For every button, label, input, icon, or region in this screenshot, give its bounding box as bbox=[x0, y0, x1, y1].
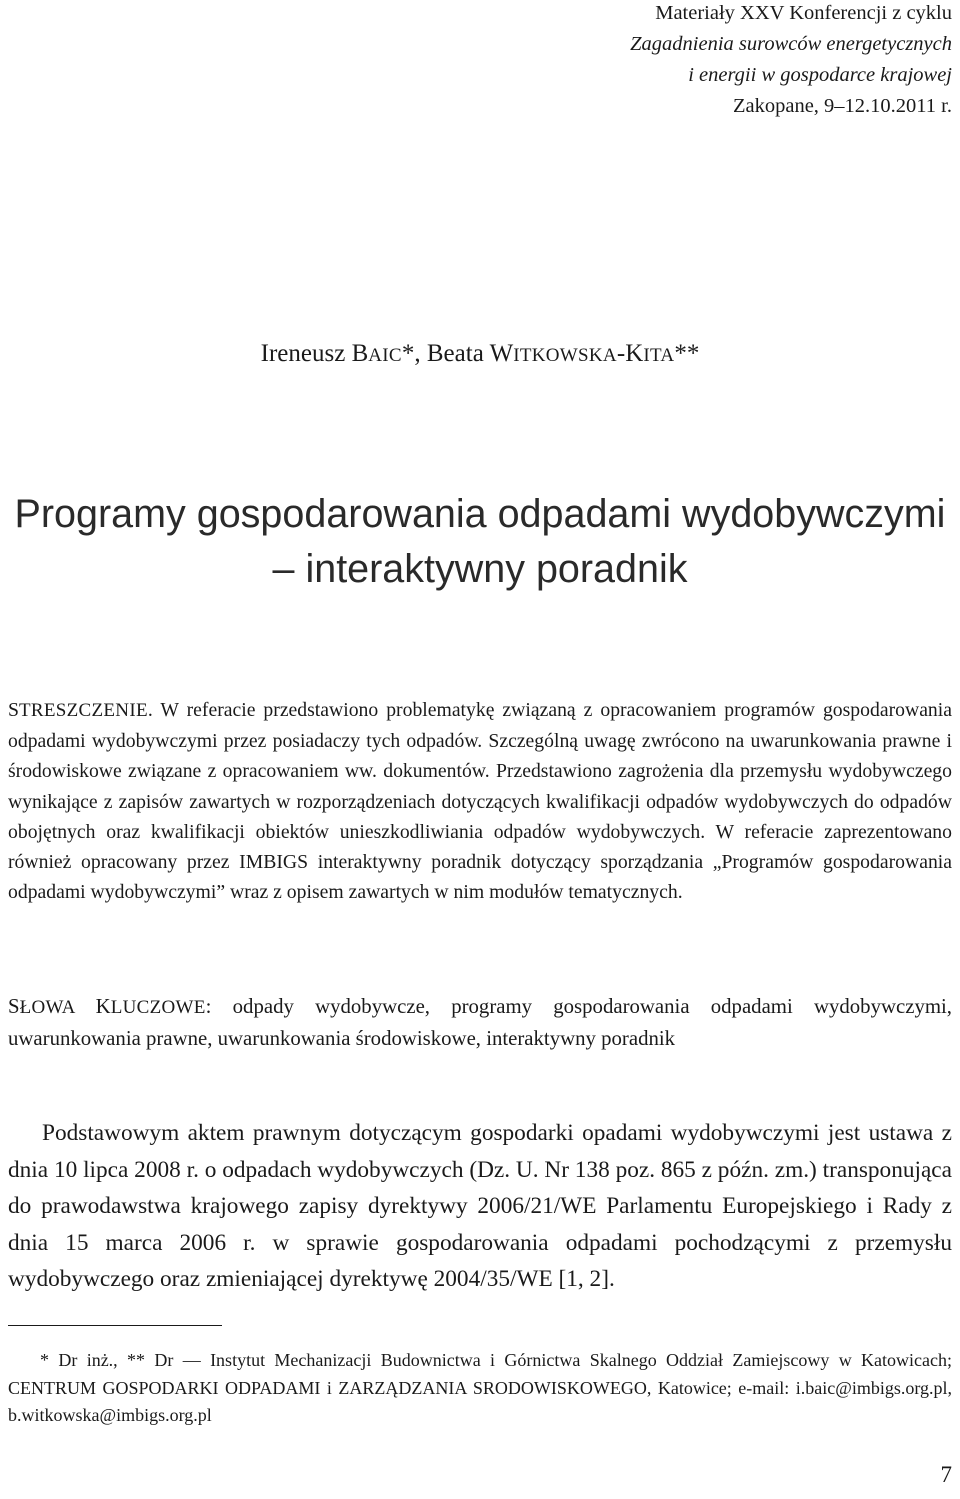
conference-title-line-2: i energii w gospodarce krajowej bbox=[688, 64, 952, 86]
keywords bbox=[8, 991, 952, 1054]
author-2-first-name: Beata bbox=[426, 340, 490, 367]
abstract-text: W referacie przedstawiono problematykę związaną z opracowaniem programów gospodarowania odpadami wydobywczymi przez posiadaczy tych odpadów. Szczególną uwagę zwrócono na uwarunkowania prawne i środowiskowe związane z opracowaniem ww. dokumentów. Przedstawiono zagrożenia dla przemysłu wydobywczego wynikające z zapisów zawartych w rozporządzeniach dotyczących kwalifikacji odpadów wydobywczych do odpadów obojętnych oraz kwalifikacji obiektów unieszkodliwiania odpadów wydobywczych. W referacie zaprezentowano również opracowany przez IMBIGS interaktywny poradnik dotyczący sporządzania „Programów gospodarowania odpadami wydobywczymi” wraz z opisem zawartych w nim modułów tematycznych. bbox=[8, 699, 952, 904]
author-2-affiliation-mark: ** bbox=[674, 340, 700, 367]
abstract-label-initial: S bbox=[8, 699, 19, 721]
conference-series-line: Materiały XXV Konferencji z cyklu bbox=[655, 2, 952, 24]
author-2-surname-rest-1: ITKOWSKA bbox=[513, 345, 617, 366]
author-2-surname-dash: - bbox=[616, 340, 626, 367]
author-2-surname-rest-2: ITA bbox=[643, 345, 675, 366]
author-footnote: * Dr inż., ** Dr — Instytut Mechanizacji Budownictwa i Górnictwa Skalnego Oddział Zamiejscowy w Katowicach; CENTRUM GOSPODARKI ODPADAMI i ZARZĄDZANIA SRODOWISKOWEGO, Katowice; e-mail: i.baic@imbigs.org.pl, b.witkowska@imbigs.org.pl bbox=[8, 1350, 952, 1425]
authors bbox=[0, 337, 960, 373]
page-number: 7 bbox=[940, 1462, 952, 1487]
running-header bbox=[630, 0, 952, 122]
author-2-surname-initial-1: W bbox=[489, 340, 514, 367]
author-1-surname-initial: B bbox=[351, 340, 369, 367]
keywords-label-initial-1: S bbox=[8, 995, 20, 1018]
abstract-label-rest: TRESZCZENIE bbox=[18, 700, 148, 721]
abstract bbox=[8, 695, 952, 907]
keywords-label-rest-2: LUCZOWE bbox=[110, 997, 206, 1018]
abstract-label-punct: . bbox=[147, 699, 153, 721]
keywords-text: odpady wydobywcze, programy gospodarowania odpadami wydobywczymi, uwarunkowania prawne, uwarunkowania środowiskowe, interaktywny poradnik bbox=[8, 995, 953, 1050]
keywords-label-initial-2: K bbox=[95, 995, 111, 1018]
keywords-label-punct: : bbox=[205, 995, 212, 1018]
author-2-surname-initial-2: K bbox=[625, 340, 644, 367]
conference-place-date: Zakopane, 9–12.10.2011 r. bbox=[732, 95, 952, 117]
paper-title-line-1: Programy gospodarowania odpadami wydobywczymi bbox=[14, 492, 946, 536]
author-1-affiliation-mark: *, bbox=[401, 340, 427, 367]
keywords-label-rest-1: ŁOWA bbox=[19, 997, 96, 1018]
footnote-rule bbox=[8, 1325, 222, 1326]
author-1-surname-rest: AIC bbox=[368, 345, 402, 366]
paper-title-line-2: – interaktywny poradnik bbox=[272, 547, 688, 591]
paper-title bbox=[0, 487, 960, 597]
body-paragraph: Podstawowym aktem prawnym dotyczącym gospodarki opadami wydobywczymi jest ustawa z dnia 10 lipca 2008 r. o odpadach wydobywczych (Dz. U. Nr 138 poz. 865 z późn. zm.) transponująca do prawodawstwa krajowego zapisy dyrektywy 2006/21/WE Parlamentu Europejskiego i Rady z dnia 15 marca 2006 r. w sprawie gospodarowania odpadami pochodzącymi z przemysłu wydobywczego oraz zmieniającej dyrektywę 2004/35/WE [1, 2]. bbox=[8, 1120, 952, 1292]
author-1-first-name: Ireneusz bbox=[260, 340, 352, 367]
conference-title-line-1: Zagadnienia surowców energetycznych bbox=[630, 33, 952, 55]
